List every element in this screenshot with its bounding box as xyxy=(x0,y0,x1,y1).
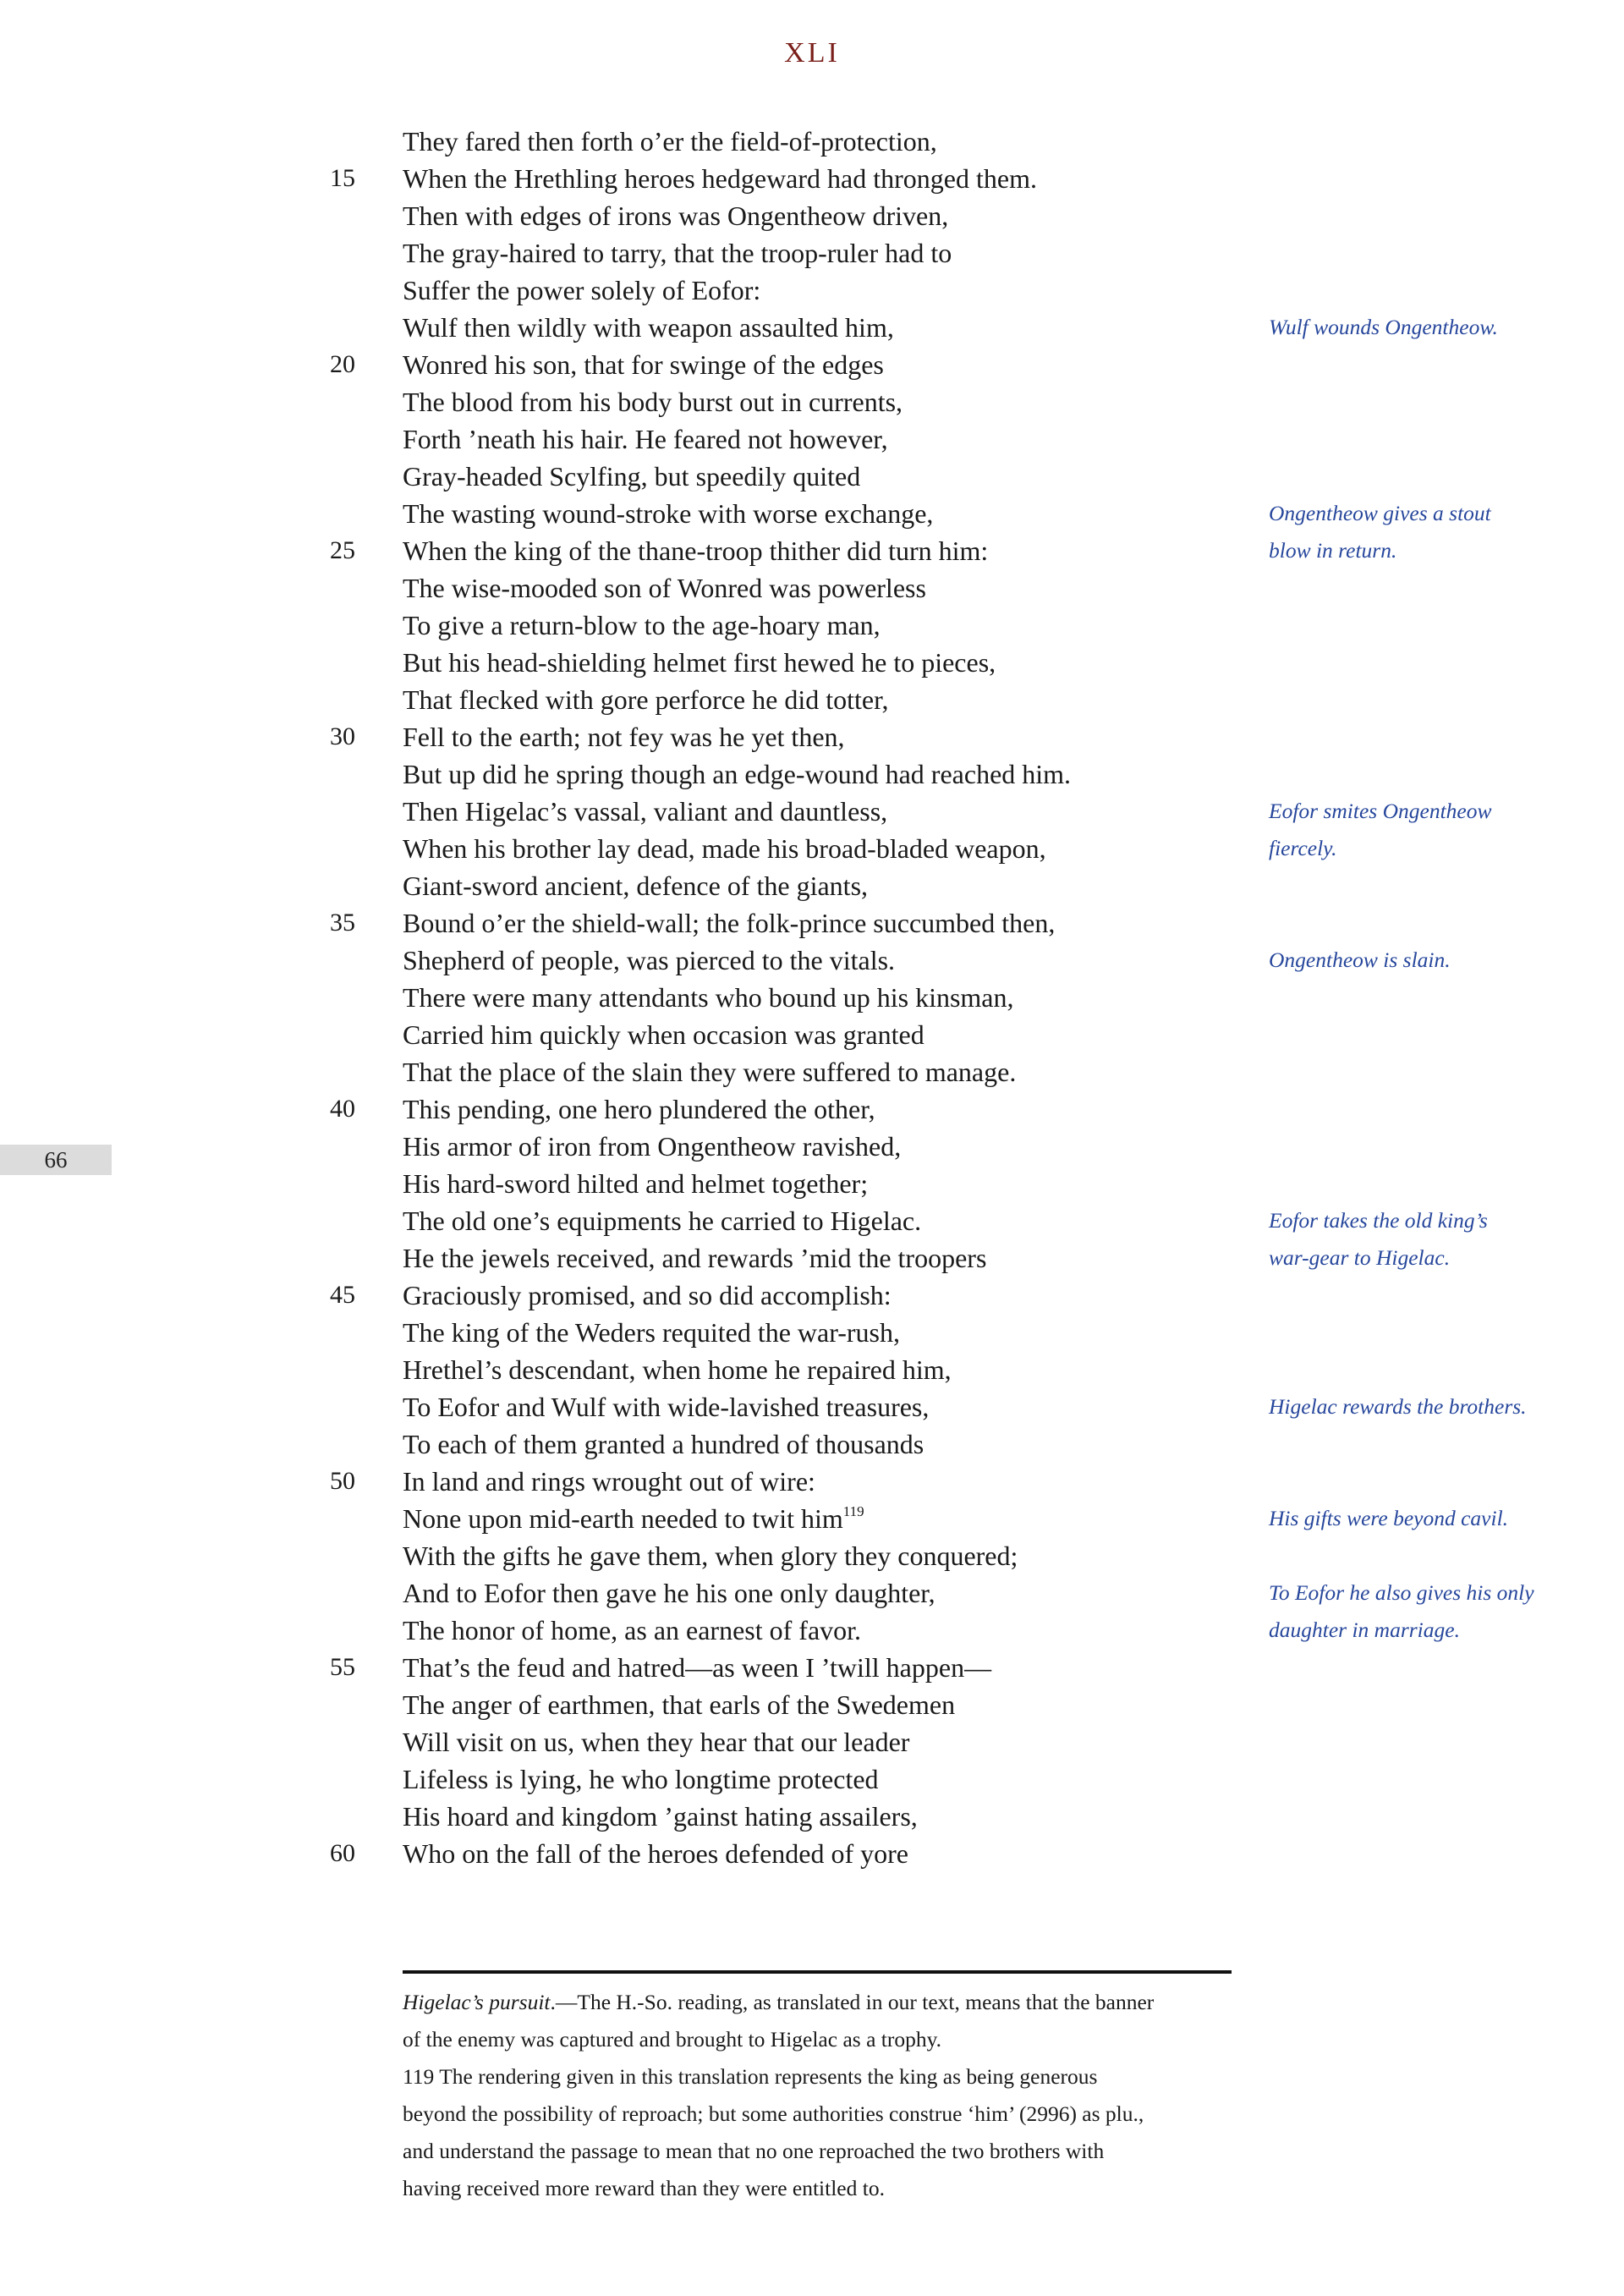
verse-line xyxy=(0,346,1624,383)
verse-text xyxy=(403,1723,909,1760)
verse-text xyxy=(403,569,926,607)
verse-line xyxy=(0,1723,1624,1760)
verse-line xyxy=(0,1277,1624,1314)
verse-text-content: And to Eofor then gave he his one only daughter, xyxy=(403,1578,935,1608)
verse-text xyxy=(403,1500,864,1537)
verse-text-content: When his brother lay dead, made his broad-bladed weapon, xyxy=(403,833,1046,864)
verse-line xyxy=(0,1835,1624,1872)
verse-text-content: The king of the Weders requited the war-rush, xyxy=(403,1317,900,1348)
line-number: 35 xyxy=(330,909,355,937)
verse-text-content: In land and rings wrought out of wire: xyxy=(403,1466,815,1497)
footnote-line xyxy=(403,1984,1240,2021)
verse-text-content: Lifeless is lying, he who longtime protected xyxy=(403,1764,879,1794)
verse-text-content: To give a return-blow to the age-hoary man, xyxy=(403,610,881,640)
verse-text-content: With the gifts he gave them, when glory they conquered; xyxy=(403,1541,1018,1571)
line-number: 50 xyxy=(330,1467,355,1495)
verse-text-content: Then Higelac’s vassal, valiant and dauntless, xyxy=(403,796,888,827)
verse-line xyxy=(0,160,1624,197)
verse-line xyxy=(0,272,1624,309)
footnote-line: and understand the passage to mean that no one reproached the two brothers with xyxy=(403,2139,1105,2163)
verse-line xyxy=(0,1463,1624,1500)
verse-text xyxy=(403,1463,815,1500)
footnote-title: Higelac’s pursuit xyxy=(403,1990,551,2014)
verse-line xyxy=(0,1686,1624,1723)
line-number: 40 xyxy=(330,1095,355,1123)
verse-line xyxy=(0,1016,1624,1053)
sidenote-line: Ongentheow is slain. xyxy=(1269,948,1451,972)
footnote-text: .—The H.-So. reading, as translated in our text, means that the banner xyxy=(550,1990,1155,2014)
verse-line xyxy=(0,1351,1624,1388)
sidenote xyxy=(1269,309,1548,346)
verse-text xyxy=(403,383,903,420)
footnote-line: 119 The rendering given in this translation represents the king as being generous xyxy=(403,2064,1098,2089)
sidenote-line: blow in return. xyxy=(1269,538,1397,563)
verse-text-content: Shepherd of people, was pierced to the vitals. xyxy=(403,945,896,975)
verse-line xyxy=(0,644,1624,681)
verse-text xyxy=(403,1798,918,1835)
line-number: 25 xyxy=(330,536,355,564)
footnote-line: beyond the possibility of reproach; but some authorities construe ‘him’ (2996) as plu., xyxy=(403,2101,1144,2126)
verse-text xyxy=(403,532,988,569)
verse-text-content: His armor of iron from Ongentheow ravished, xyxy=(403,1131,902,1162)
verse-text xyxy=(403,904,1055,942)
verse-text-content: His hoard and kingdom ’gainst hating assailers, xyxy=(403,1801,918,1832)
verse-text-content: They fared then forth o’er the field-of-protection, xyxy=(403,126,937,157)
sidenote xyxy=(1269,793,1548,867)
footnote-line: having received more reward than they were entitled to. xyxy=(403,2176,885,2200)
verse-text xyxy=(403,1128,901,1165)
sidenote-line: Eofor smites Ongentheow xyxy=(1269,799,1492,823)
verse-text xyxy=(403,1537,1018,1574)
verse-text xyxy=(403,1239,986,1277)
verse-text-content: The old one’s equipments he carried to Higelac. xyxy=(403,1206,922,1236)
line-number: 55 xyxy=(330,1653,355,1681)
verse-line xyxy=(0,1649,1624,1686)
verse-text-content: Suffer the power solely of Eofor: xyxy=(403,275,761,305)
verse-line xyxy=(0,979,1624,1016)
verse-text xyxy=(403,1835,908,1872)
verse-line xyxy=(0,1165,1624,1202)
verse-text xyxy=(403,1016,924,1053)
verse-line xyxy=(0,197,1624,234)
verse-text xyxy=(403,309,894,346)
verse-line xyxy=(0,904,1624,942)
footnotes xyxy=(403,1984,1240,2207)
verse-line xyxy=(0,569,1624,607)
verse-text-content: Carried him quickly when occasion was granted xyxy=(403,1019,924,1050)
sidenote-line: war-gear to Higelac. xyxy=(1269,1245,1451,1270)
verse-text xyxy=(403,1277,892,1314)
verse-line xyxy=(0,607,1624,644)
verse-text-content: Giant-sword ancient, defence of the giants, xyxy=(403,871,869,901)
sidenote-line: Eofor takes the old king’s xyxy=(1269,1208,1488,1233)
verse-text xyxy=(403,1686,955,1723)
verse-text-content: Who on the fall of the heroes defended of yore xyxy=(403,1838,908,1869)
line-number: 20 xyxy=(330,350,355,378)
verse-text-content: The gray-haired to tarry, that the troop-ruler had to xyxy=(403,238,952,268)
verse-text xyxy=(403,160,1037,197)
verse-line xyxy=(0,1314,1624,1351)
sidenote-line: To Eofor he also gives his only xyxy=(1269,1580,1534,1605)
verse-text xyxy=(403,1612,861,1649)
verse-text xyxy=(403,458,860,495)
verse-text xyxy=(403,718,845,755)
verse-text-content: When the king of the thane-troop thither did turn him: xyxy=(403,536,989,566)
verse-text xyxy=(403,1202,921,1239)
verse-text-content: He the jewels received, and rewards ’mid the troopers xyxy=(403,1243,987,1273)
verse-text-content: Graciously promised, and so did accomplish: xyxy=(403,1280,892,1310)
verse-text-content: That flecked with gore perforce he did totter, xyxy=(403,684,889,715)
verse-text xyxy=(403,495,933,532)
sidenote xyxy=(1269,1388,1548,1425)
verse-text-content: Hrethel’s descendant, when home he repaired him, xyxy=(403,1354,952,1385)
verse-text-content: But up did he spring though an edge-wound had reached him. xyxy=(403,759,1072,789)
verse-text-content: Gray-headed Scylfing, but speedily quited xyxy=(403,461,861,492)
verse-line xyxy=(0,1128,1624,1165)
verse-line xyxy=(0,867,1624,904)
verse-text xyxy=(403,1314,900,1351)
verse-text xyxy=(403,1425,924,1463)
verse-text-content: The honor of home, as an earnest of favor. xyxy=(403,1615,862,1645)
verse-text xyxy=(403,793,887,830)
sidenote-line: Ongentheow gives a stout xyxy=(1269,501,1491,525)
verse-text xyxy=(403,1053,1016,1090)
sidenote xyxy=(1269,1574,1548,1649)
verse-text-content: The wise-mooded son of Wonred was powerless xyxy=(403,573,926,603)
verse-text-content: Then with edges of irons was Ongentheow driven, xyxy=(403,200,949,231)
verse-text-content: Wulf then wildly with weapon assaulted him, xyxy=(403,312,894,343)
verse-text xyxy=(403,979,1014,1016)
verse-text xyxy=(403,420,888,458)
verse-line xyxy=(0,420,1624,458)
verse-text-content: That’s the feud and hatred—as ween I ’twill happen— xyxy=(403,1652,992,1683)
verse-text xyxy=(403,1090,875,1128)
verse-text xyxy=(403,123,937,160)
line-number: 45 xyxy=(330,1281,355,1309)
verse-line xyxy=(0,681,1624,718)
line-number: 30 xyxy=(330,722,355,750)
verse-text-content: Forth ’neath his hair. He feared not however, xyxy=(403,424,888,454)
verse-text-content: To Eofor and Wulf with wide-lavished treasures, xyxy=(403,1392,930,1422)
verse-text xyxy=(403,644,996,681)
verse-text xyxy=(403,272,760,309)
verse-line xyxy=(0,123,1624,160)
footnote-marker: 119 xyxy=(842,1503,864,1519)
verse-text-content: When the Hrethling heroes hedgeward had thronged them. xyxy=(403,163,1037,194)
verse-text-content: Will visit on us, when they hear that our leader xyxy=(403,1727,910,1757)
verse-line xyxy=(0,383,1624,420)
verse-text-content: His hard-sword hilted and helmet together; xyxy=(403,1168,869,1199)
sidenote xyxy=(1269,1202,1548,1277)
verse-text-content: That the place of the slain they were suffered to manage. xyxy=(403,1057,1017,1087)
verse-line xyxy=(0,1798,1624,1835)
line-number: 15 xyxy=(330,164,355,192)
verse-text xyxy=(403,1574,935,1612)
sidenote-line: Higelac rewards the brothers. xyxy=(1269,1394,1527,1419)
verse-text-content: Bound o’er the shield-wall; the folk-prince succumbed then, xyxy=(403,908,1056,938)
verse-line xyxy=(0,1760,1624,1798)
verse-text-content: Fell to the earth; not fey was he yet then, xyxy=(403,722,845,752)
verse-text xyxy=(403,607,881,644)
verse-text xyxy=(403,1760,879,1798)
verse-text xyxy=(403,1388,929,1425)
verse-text xyxy=(403,1165,868,1202)
verse-line xyxy=(0,458,1624,495)
verse-text xyxy=(403,234,952,272)
verse-line xyxy=(0,1090,1624,1128)
verse-text xyxy=(403,197,948,234)
footnote-line: of the enemy was captured and brought to Higelac as a trophy. xyxy=(403,2027,942,2052)
verse-text-content: This pending, one hero plundered the other, xyxy=(403,1094,875,1124)
verse-text xyxy=(403,830,1046,867)
verse-text-content: But his head-shielding helmet first hewed he to pieces, xyxy=(403,647,996,678)
verse-line xyxy=(0,1053,1624,1090)
footnote-divider xyxy=(403,1970,1232,1974)
sidenote-line: Wulf wounds Ongentheow. xyxy=(1269,315,1498,339)
verse-text-content: Wonred his son, that for swinge of the edges xyxy=(403,349,884,380)
sidenote-line: His gifts were beyond cavil. xyxy=(1269,1506,1509,1530)
verse-text xyxy=(403,867,868,904)
sidenote xyxy=(1269,942,1548,979)
verse-text-content: To each of them granted a hundred of thousands xyxy=(403,1429,924,1459)
line-number: 60 xyxy=(330,1839,355,1867)
sidenote xyxy=(1269,1500,1548,1537)
verse-text-content: The blood from his body burst out in currents, xyxy=(403,387,903,417)
verse-line xyxy=(0,1425,1624,1463)
page-number-tab: 66 xyxy=(0,1145,112,1175)
sidenote-line: daughter in marriage. xyxy=(1269,1618,1460,1642)
verse-line xyxy=(0,718,1624,755)
verse-text xyxy=(403,942,895,979)
verse-text-content: The anger of earthmen, that earls of the Swedemen xyxy=(403,1689,956,1720)
verse-text xyxy=(403,1649,991,1686)
verse-text xyxy=(403,681,888,718)
verse-line xyxy=(0,755,1624,793)
verse-line xyxy=(0,1537,1624,1574)
sidenote xyxy=(1269,495,1548,569)
chapter-heading: XLI xyxy=(784,37,840,69)
verse-line xyxy=(0,234,1624,272)
verse-text-content: There were many attendants who bound up his kinsman, xyxy=(403,982,1014,1013)
verse-text-content: The wasting wound-stroke with worse exchange, xyxy=(403,498,934,529)
sidenote-line: fiercely. xyxy=(1269,836,1337,860)
verse-text xyxy=(403,1351,952,1388)
verse-text-content: None upon mid-earth needed to twit him xyxy=(403,1503,843,1534)
verse-text xyxy=(403,755,1071,793)
verse-text xyxy=(403,346,884,383)
